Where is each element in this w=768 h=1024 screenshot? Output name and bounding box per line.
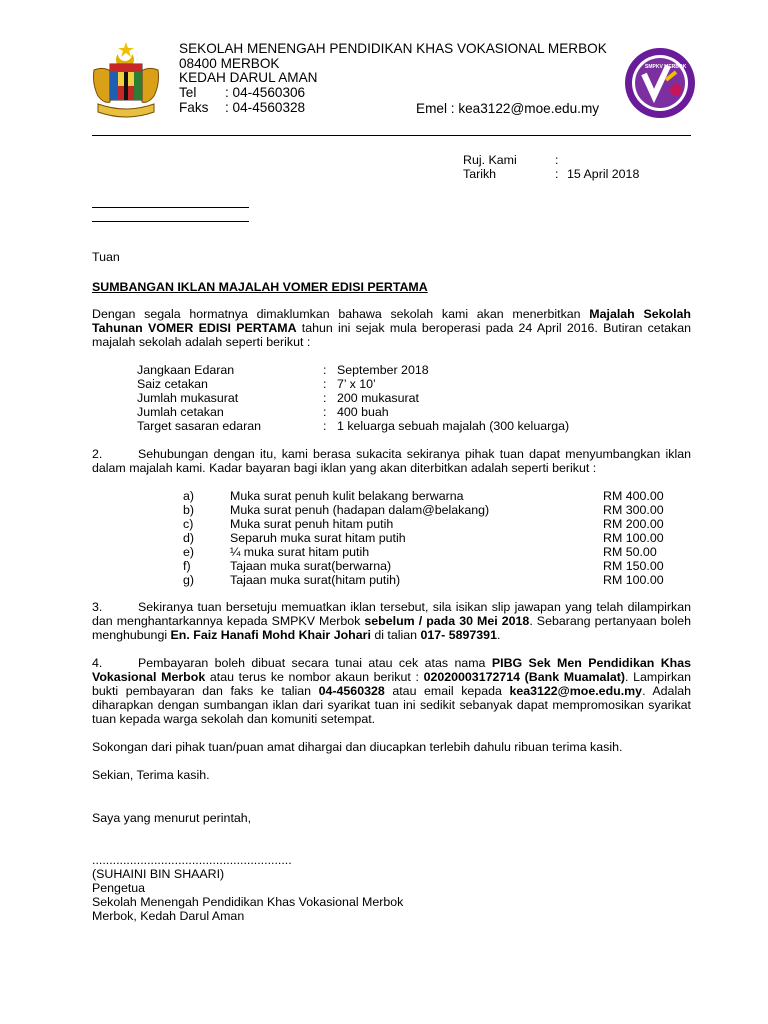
subject-line — [92, 280, 691, 294]
tel-label: Tel — [179, 85, 197, 101]
detail-row — [137, 391, 569, 405]
header-divider — [92, 135, 691, 136]
ad-letter: a) — [183, 489, 195, 503]
ad-letter: g) — [183, 573, 195, 587]
detail-colon: : — [323, 405, 327, 419]
ruj-colon: : — [555, 153, 559, 167]
email-row — [416, 102, 599, 116]
ad-price: RM 300.00 — [603, 503, 664, 517]
paragraph-3 — [92, 600, 691, 642]
ad-letter: c) — [183, 517, 194, 531]
ad-price: RM 150.00 — [603, 559, 664, 573]
para-number: 2. — [92, 447, 103, 461]
signatory-school: Sekolah Menengah Pendidikan Khas Vokasional Merbok — [92, 895, 404, 909]
signature-dots: .......................................................... — [92, 853, 292, 867]
ad-price: RM 50.00 — [603, 545, 657, 559]
ad-letter: b) — [183, 503, 195, 517]
ad-description: Muka surat penuh hitam putih — [230, 517, 394, 531]
para-4-text-1: Pembayaran boleh dibuat secara tunai atau cek atas nama — [138, 656, 492, 670]
reference-block — [463, 153, 639, 181]
intro-bold: Majalah Sekolah Tahunan VOMER EDISI PERTAMA — [92, 307, 691, 335]
detail-colon: : — [323, 363, 327, 377]
paragraph-2 — [92, 447, 691, 475]
contact-person: En. Faiz Hanafi Mohd Khair Johari — [170, 628, 371, 642]
ad-description: Tajaan muka surat(hitam putih) — [230, 573, 401, 587]
detail-label: Jangkaan Edaran — [137, 363, 235, 377]
detail-row — [137, 363, 569, 377]
salutation: Tuan — [92, 250, 120, 264]
print-details — [137, 363, 569, 433]
detail-value: 400 buah — [337, 405, 389, 419]
ad-description: Muka surat penuh kulit belakang berwarna — [230, 489, 464, 503]
intro-paragraph — [92, 307, 691, 349]
thanks-line: Sokongan dari pihak tuan/puan amat dihargai dan diucapkan terlebih dahulu ribuan terima kasih. — [92, 740, 623, 754]
ad-letter: d) — [183, 531, 195, 545]
ruj-label: Ruj. Kami — [463, 153, 517, 167]
ad-rate-row — [183, 573, 665, 587]
para-4-text-3: . Lampirkan bukti pembayaran dan faks ke talian — [92, 670, 691, 698]
perintah-line: Saya yang menurut perintah, — [92, 811, 252, 825]
tel-value: : 04-4560306 — [225, 85, 306, 101]
ad-rate-row — [183, 531, 665, 545]
detail-value: 200 mukasurat — [337, 391, 419, 405]
tarikh-value: 15 April 2018 — [567, 167, 640, 181]
tarikh-colon: : — [555, 167, 559, 181]
fax-value: : 04-4560328 — [225, 99, 306, 115]
postcode-town: 08400 MERBOK — [179, 55, 280, 71]
detail-value: 7’ x 10’ — [337, 377, 376, 391]
detail-colon: : — [323, 419, 327, 433]
ad-price: RM 100.00 — [603, 531, 664, 545]
ad-description: ¼ muka surat hitam putih — [230, 545, 370, 559]
ruj-row — [463, 153, 639, 167]
payee-name: PIBG Sek Men Pendidikan Khas Vokasional Merbok — [92, 656, 691, 684]
ad-price: RM 200.00 — [603, 517, 664, 531]
ad-price: RM 100.00 — [603, 573, 664, 587]
detail-label: Target sasaran edaran — [137, 419, 261, 433]
detail-value: September 2018 — [337, 363, 429, 377]
ad-letter: e) — [183, 545, 195, 559]
ad-description: Muka surat penuh (hadapan dalam@belakang) — [230, 503, 490, 517]
tel-row — [179, 86, 607, 101]
ad-rate-row — [183, 517, 665, 531]
deadline-bold: sebelum / pada 30 Mei 2018 — [364, 614, 530, 628]
ad-letter: f) — [183, 559, 191, 573]
para-4-text-2: atau terus ke nombor akaun berikut : — [205, 670, 424, 684]
detail-label: Jumlah mukasurat — [137, 391, 239, 405]
detail-label: Saiz cetakan — [137, 377, 208, 391]
detail-label: Jumlah cetakan — [137, 405, 224, 419]
intro-text-2: tahun ini sejak mula beroperasi pada 24 April 2016. Butiran cetakan majalah sekolah adalah seperti berikut : — [92, 321, 691, 349]
para-3-text-4: . — [496, 628, 501, 642]
school-logo — [622, 46, 698, 120]
school-name: SEKOLAH MENENGAH PENDIDIKAN KHAS VOKASIONAL MERBOK — [179, 41, 607, 56]
para-number: 3. — [92, 600, 103, 614]
tarikh-row — [463, 167, 639, 181]
ad-rate-list — [183, 489, 665, 587]
para-3-text-1: Sekiranya tuan bersetuju memuatkan iklan tersebut, sila isikan slip jawapan yang telah dilampirkan dan menghantarkannya kepada SMPKV Merbok — [92, 600, 691, 628]
para-4-text-5: . Adalah diharapkan dengan sumbangan iklan dari syarikat tuan ini sedikit sebanyak dapat mempromosikan syarikat tuan kepada warga sekolah dan komuniti setempat. — [92, 684, 691, 726]
detail-row — [137, 419, 569, 433]
fax-number-bold: 04-4560328 — [318, 684, 385, 698]
fax-label: Faks — [179, 99, 209, 115]
contact-phone: 017- 5897391 — [420, 628, 497, 642]
ad-description: Separuh muka surat hitam putih — [230, 531, 406, 545]
para-2-text: Sehubungan dengan itu, kami berasa sukacita sekiranya pihak tuan dapat menyumbangkan iklan dalam majalah kami. Kadar bayaran bagi iklan yang akan diterbitkan adalah seperti berikut : — [92, 447, 691, 475]
account-number: 02020003172714 (Bank Muamalat) — [423, 670, 626, 684]
signature-block — [92, 853, 691, 923]
signatory-title: Pengetua — [92, 881, 146, 895]
ad-rate-row — [183, 503, 665, 517]
detail-value: 1 keluarga sebuah majalah (300 keluarga) — [337, 419, 570, 433]
recipient-line-2 — [92, 221, 249, 222]
subject: SUMBANGAN IKLAN MAJALAH VOMER EDISI PERTAMA — [92, 280, 428, 294]
ad-rate-row — [183, 559, 665, 573]
tarikh-label: Tarikh — [463, 167, 497, 181]
detail-row — [137, 377, 569, 391]
state: KEDAH DARUL AMAN — [179, 70, 318, 86]
email-bold: kea3122@moe.edu.my — [509, 684, 643, 698]
ad-price: RM 400.00 — [603, 489, 664, 503]
logo-text: SMPKV MERBOK — [645, 64, 687, 70]
signatory-name: (SUHAINI BIN SHAARI) — [92, 867, 225, 881]
ad-description: Tajaan muka surat(berwarna) — [230, 559, 392, 573]
coat-of-arms-crest — [88, 40, 164, 122]
recipient-line-1 — [92, 207, 249, 208]
signatory-address: Merbok, Kedah Darul Aman — [92, 909, 245, 923]
detail-row — [137, 405, 569, 419]
para-3-text-2: . Sebarang pertanyaan boleh menghubungi — [92, 614, 691, 642]
ad-rate-row — [183, 489, 665, 503]
para-number: 4. — [92, 656, 103, 670]
detail-colon: : — [323, 377, 327, 391]
detail-colon: : — [323, 391, 327, 405]
ad-rate-row — [183, 545, 665, 559]
email-value: kea3122@moe.edu.my — [458, 101, 600, 116]
sekian-line: Sekian, Terima kasih. — [92, 768, 210, 782]
para-4-text-4: atau email kepada — [384, 684, 510, 698]
para-3-text-3: di talian — [370, 628, 421, 642]
email-label: Emel : — [416, 101, 455, 116]
paragraph-4 — [92, 656, 691, 726]
intro-text-1: Dengan segala hormatnya dimaklumkan bahawa sekolah kami akan menerbitkan — [92, 307, 590, 321]
